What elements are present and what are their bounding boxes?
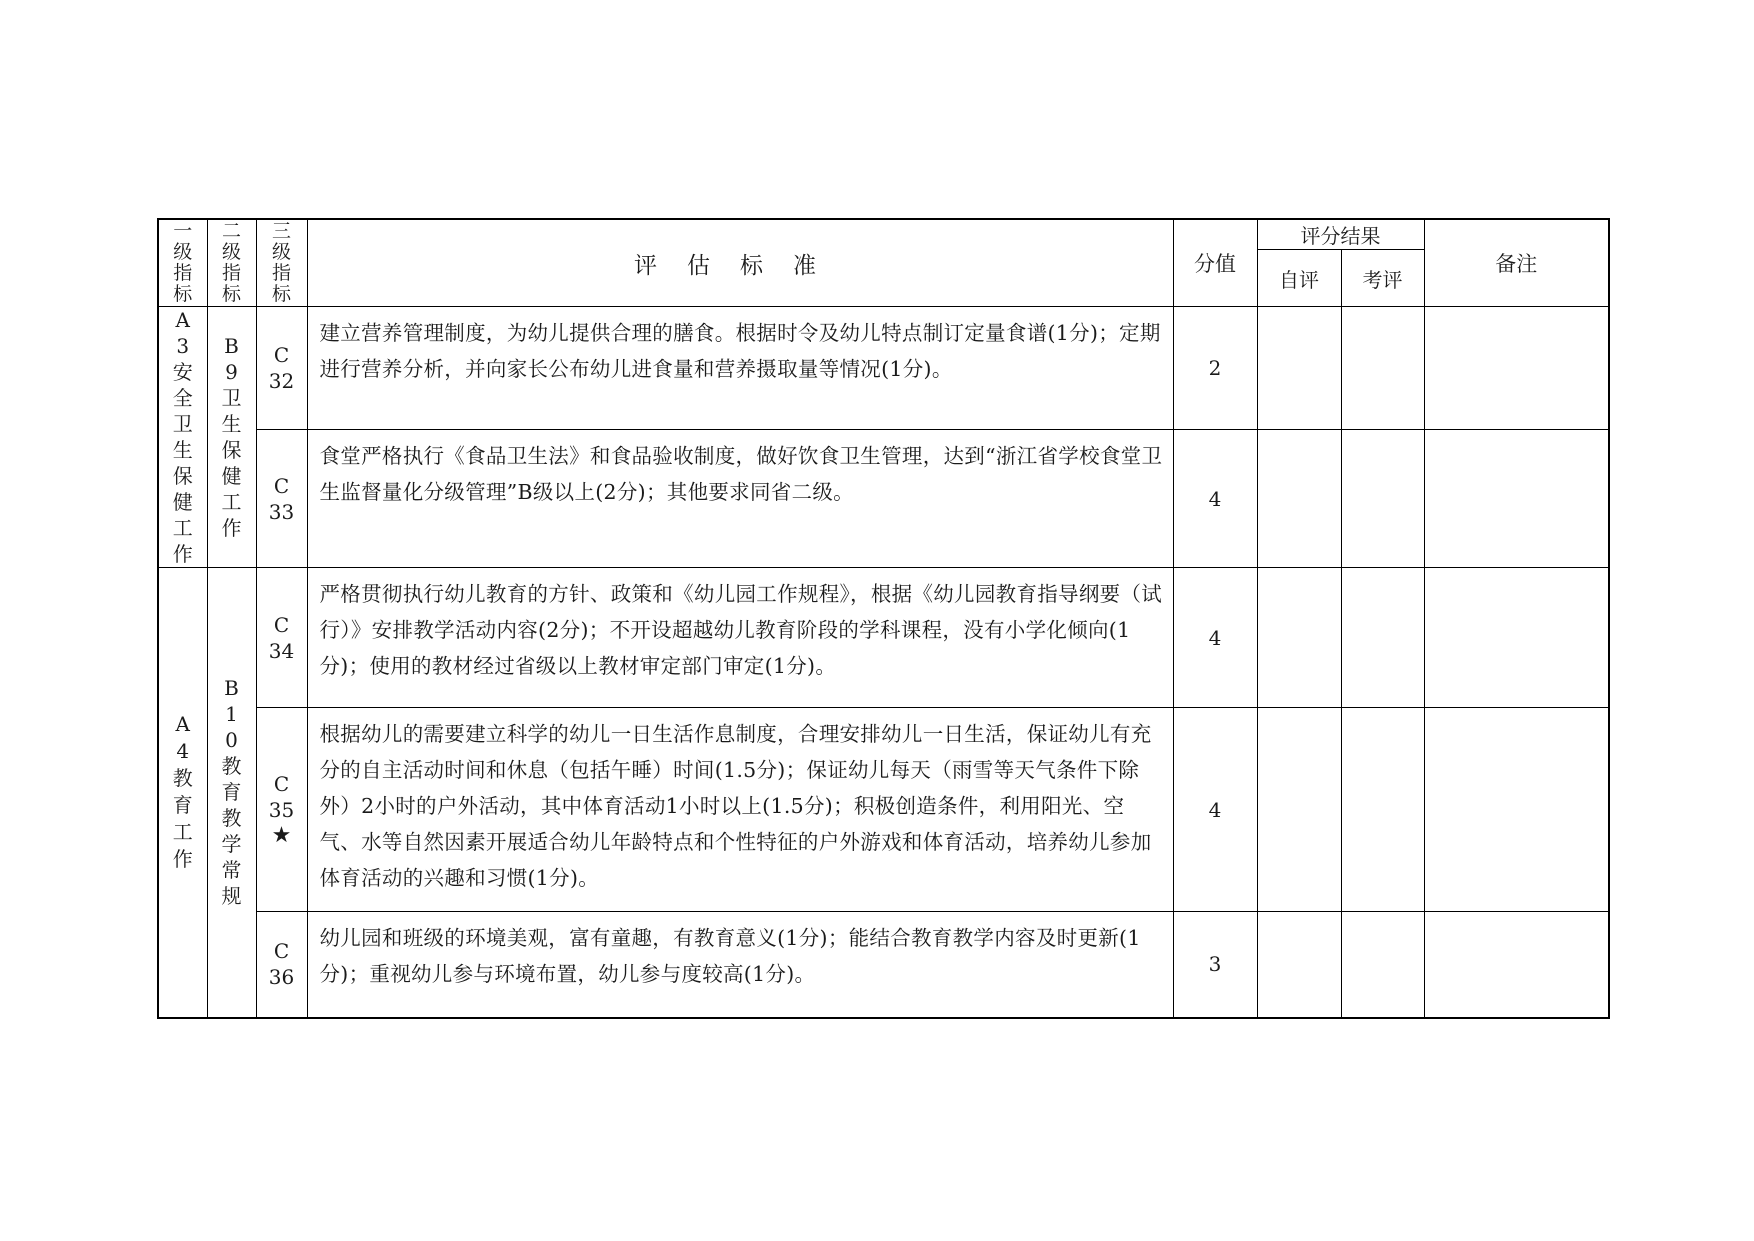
header-self-eval: 自评	[1257, 250, 1341, 307]
level3-cell: C 34	[256, 568, 307, 708]
exam-eval-cell[interactable]	[1341, 568, 1424, 708]
header-level2: 二级指标	[207, 219, 256, 307]
table-row	[158, 307, 1609, 430]
table-row	[158, 430, 1609, 568]
remark-cell[interactable]	[1424, 708, 1609, 912]
self-eval-cell[interactable]	[1257, 568, 1341, 708]
level3-cell: C 36	[256, 912, 307, 1018]
score-cell: 4	[1173, 430, 1257, 568]
header-level1: 一级指标	[158, 219, 207, 307]
header-remark: 备注	[1424, 219, 1609, 307]
table-row	[158, 708, 1609, 912]
header-result: 评分结果	[1257, 219, 1424, 250]
header-row	[158, 219, 1609, 250]
exam-eval-cell[interactable]	[1341, 912, 1424, 1018]
level3-cell: C 32	[256, 307, 307, 430]
star-icon: ★	[271, 822, 292, 848]
exam-eval-cell[interactable]	[1341, 708, 1424, 912]
header-exam-eval: 考评	[1341, 250, 1424, 307]
level3-cell: C 33	[256, 430, 307, 568]
exam-eval-cell[interactable]	[1341, 430, 1424, 568]
self-eval-cell[interactable]	[1257, 708, 1341, 912]
level1-cell-a4: A4教育工作	[158, 568, 207, 1018]
level3-cell: C 35 ★	[256, 708, 307, 912]
score-cell: 3	[1173, 912, 1257, 1018]
self-eval-cell[interactable]	[1257, 307, 1341, 430]
score-cell: 4	[1173, 708, 1257, 912]
self-eval-cell[interactable]	[1257, 430, 1341, 568]
exam-eval-cell[interactable]	[1341, 307, 1424, 430]
remark-cell[interactable]	[1424, 307, 1609, 430]
level1-cell-a3: A3安全卫生保健工作	[158, 307, 207, 568]
remark-cell[interactable]	[1424, 430, 1609, 568]
header-score: 分值	[1173, 219, 1257, 307]
standard-cell: 幼儿园和班级的环境美观，富有童趣，有教育意义(1分)；能结合教育教学内容及时更新(1分)；重视幼儿参与环境布置，幼儿参与度较高(1分)。	[307, 912, 1173, 1018]
score-cell: 4	[1173, 568, 1257, 708]
level2-cell-b9: B9卫生保健工作	[207, 307, 256, 568]
level2-cell-b10: B10教育教学常规	[207, 568, 256, 1018]
standard-cell: 严格贯彻执行幼儿教育的方针、政策和《幼儿园工作规程》，根据《幼儿园教育指导纲要（试行）》安排教学活动内容(2分)；不开设超越幼儿教育阶段的学科课程，没有小学化倾向(1分)；使用的教材经过省级以上教材审定部门审定(1分)。	[307, 568, 1173, 708]
table-row	[158, 568, 1609, 708]
header-level3: 三级指标	[256, 219, 307, 307]
evaluation-table	[157, 218, 1610, 1019]
remark-cell[interactable]	[1424, 568, 1609, 708]
standard-cell: 建立营养管理制度，为幼儿提供合理的膳食。根据时令及幼儿特点制订定量食谱(1分)；定期进行营养分析，并向家长公布幼儿进食量和营养摄取量等情况(1分)。	[307, 307, 1173, 430]
standard-cell: 根据幼儿的需要建立科学的幼儿一日生活作息制度，合理安排幼儿一日生活，保证幼儿有充分的自主活动时间和休息（包括午睡）时间(1.5分)；保证幼儿每天（雨雪等天气条件下除外）2小时的户外活动，其中体育活动1小时以上(1.5分)；积极创造条件，利用阳光、空气、水等自然因素开展适合幼儿年龄特点和个性特征的户外游戏和体育活动，培养幼儿参加体育活动的兴趣和习惯(1分)。	[307, 708, 1173, 912]
score-cell: 2	[1173, 307, 1257, 430]
remark-cell[interactable]	[1424, 912, 1609, 1018]
self-eval-cell[interactable]	[1257, 912, 1341, 1018]
table-row	[158, 912, 1609, 1018]
standard-cell: 食堂严格执行《食品卫生法》和食品验收制度，做好饮食卫生管理，达到“浙江省学校食堂卫生监督量化分级管理”B级以上(2分)；其他要求同省二级。	[307, 430, 1173, 568]
header-standard: 评估标准	[307, 219, 1173, 307]
